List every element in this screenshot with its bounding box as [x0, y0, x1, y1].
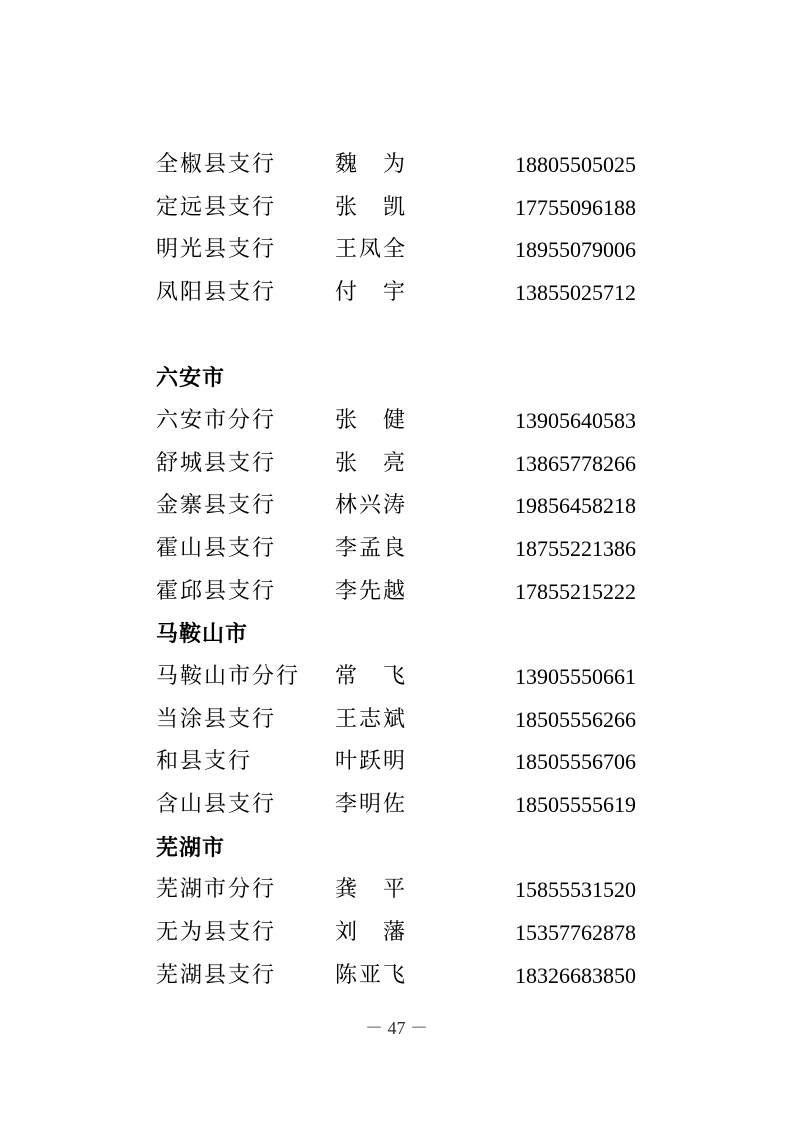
phone-number: 18505556706	[515, 749, 636, 774]
contact-row	[0, 400, 793, 442]
contact-name: 张凯	[335, 195, 405, 220]
branch-name: 无为县支行	[156, 920, 277, 945]
contact-name: 魏为	[335, 152, 405, 177]
branch-name: 当涂县支行	[156, 707, 277, 732]
branch-name: 芜湖县支行	[156, 963, 277, 988]
contact-row	[0, 229, 793, 271]
contact-name: 龚平	[335, 877, 405, 902]
contact-row	[0, 869, 793, 911]
city-heading: 芜湖市	[156, 835, 226, 861]
branch-name: 六安市分行	[156, 408, 277, 433]
contact-name: 常飞	[335, 664, 405, 689]
contact-row	[0, 656, 793, 698]
phone-number: 18805505025	[515, 152, 636, 177]
contact-row	[0, 528, 793, 570]
phone-number: 17755096188	[515, 195, 636, 220]
contact-name: 刘藩	[335, 920, 405, 945]
city-heading: 六安市	[156, 365, 226, 391]
contact-name: 陈亚飞	[335, 963, 405, 988]
phone-number: 17855215222	[515, 579, 636, 604]
branch-name: 霍山县支行	[156, 536, 277, 561]
branch-name: 舒城县支行	[156, 451, 277, 476]
contact-row	[0, 741, 793, 783]
contact-name: 王志斌	[335, 707, 405, 732]
contact-row	[0, 485, 793, 527]
branch-name: 金寨县支行	[156, 493, 277, 518]
branch-name: 霍邱县支行	[156, 579, 277, 604]
phone-number: 13905550661	[515, 664, 636, 689]
contact-row	[0, 955, 793, 997]
branch-name: 马鞍山市分行	[156, 664, 301, 689]
contact-name: 李孟良	[335, 536, 405, 561]
contact-name: 叶跃明	[335, 749, 405, 774]
phone-number: 13865778266	[515, 451, 636, 476]
branch-name: 全椒县支行	[156, 152, 277, 177]
contact-name: 张健	[335, 408, 405, 433]
phone-number: 15357762878	[515, 920, 636, 945]
phone-number: 18326683850	[515, 963, 636, 988]
contact-row	[0, 187, 793, 229]
contact-row	[0, 144, 793, 186]
phone-number: 18955079006	[515, 237, 636, 262]
contact-name: 李明佐	[335, 792, 405, 817]
phone-number: 19856458218	[515, 493, 636, 518]
contact-name: 林兴涛	[335, 493, 405, 518]
branch-name: 凤阳县支行	[156, 280, 277, 305]
phone-number: 15855531520	[515, 877, 636, 902]
branch-name: 含山县支行	[156, 792, 277, 817]
contact-row	[0, 784, 793, 826]
phone-number: 18755221386	[515, 536, 636, 561]
contact-row	[0, 699, 793, 741]
contact-row	[0, 912, 793, 954]
branch-name: 和县支行	[156, 749, 253, 774]
branch-name: 明光县支行	[156, 237, 277, 262]
contact-name: 李先越	[335, 579, 405, 604]
contact-row	[0, 272, 793, 314]
contact-row	[0, 443, 793, 485]
phone-number: 13905640583	[515, 408, 636, 433]
contact-name: 付宇	[335, 280, 405, 305]
page-number: － 47 －	[365, 1018, 428, 1038]
contact-name: 张亮	[335, 451, 405, 476]
phone-number: 13855025712	[515, 280, 636, 305]
contact-name: 王凤全	[335, 237, 405, 262]
phone-number: 18505556266	[515, 707, 636, 732]
contact-row	[0, 571, 793, 613]
branch-name: 芜湖市分行	[156, 877, 277, 902]
phone-number: 18505555619	[515, 792, 636, 817]
branch-name: 定远县支行	[156, 195, 277, 220]
city-heading: 马鞍山市	[156, 621, 249, 647]
